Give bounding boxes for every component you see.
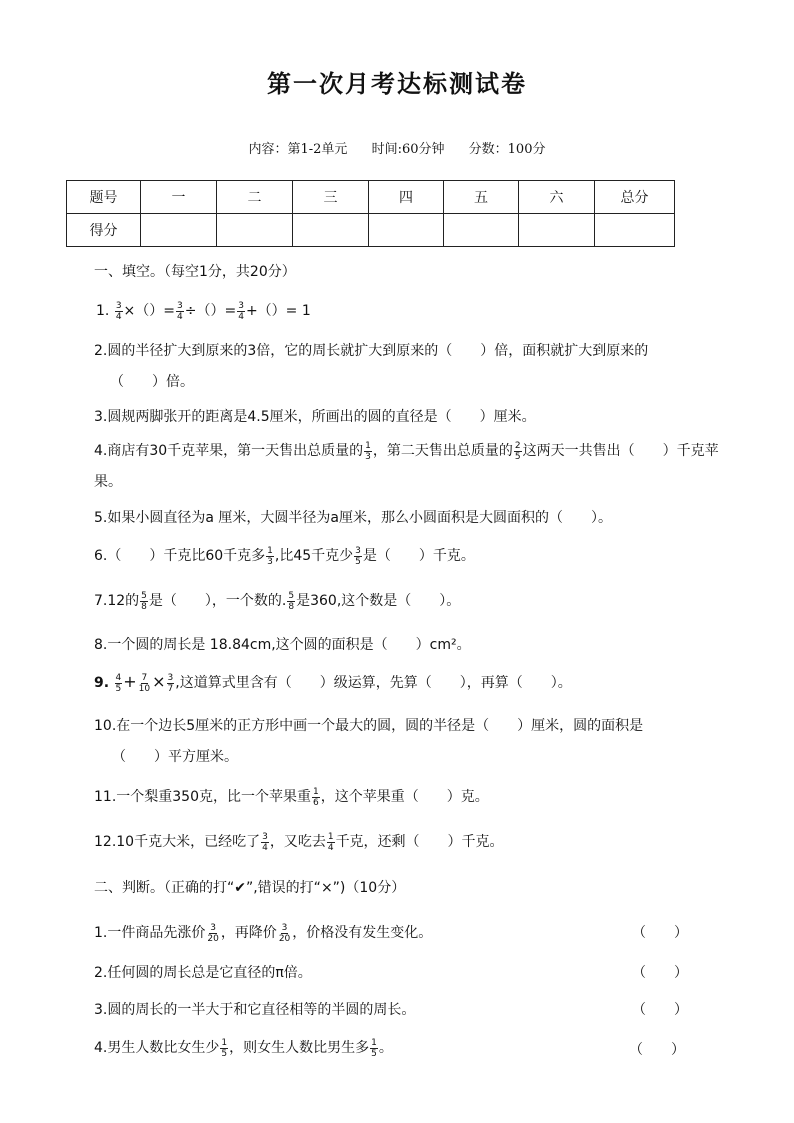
text: 是（ ），一个数的. <box>148 593 287 609</box>
text: ，又吃去 <box>269 834 326 850</box>
answer-blank[interactable]: （ ） <box>629 1042 685 1058</box>
score-cell[interactable] <box>519 214 595 247</box>
times-operator: × <box>152 672 166 691</box>
question-1-8: 8.一个圆的周长是 18.84cm,这个圆的面积是（ ）cm²。 <box>94 637 471 653</box>
text: ，第二天售出总质量的 <box>372 443 513 459</box>
question-1-6 <box>94 545 475 567</box>
score-table-score-row <box>67 214 675 247</box>
question-1-10-line2: （ ）平方厘米。 <box>112 749 238 765</box>
score-header-cell: 六 <box>519 181 595 214</box>
score-header-cell: 五 <box>444 181 519 214</box>
score-cell[interactable] <box>444 214 519 247</box>
section-1-heading: 一、填空。（每空1分，共20分） <box>94 264 296 280</box>
score-table-header-row <box>67 181 675 214</box>
question-1-11 <box>94 786 489 808</box>
fraction: $\frac{4}{5}$ <box>115 672 122 694</box>
fraction: $\frac{3}{4}$ <box>262 831 268 853</box>
meta-time: 时间:60分钟 <box>371 142 445 157</box>
score-header-cell: 四 <box>369 181 444 214</box>
fraction: $\frac{3}{4}$ <box>177 300 183 322</box>
question-1-7 <box>94 590 460 612</box>
score-cell[interactable] <box>293 214 369 247</box>
fraction: $\frac{1}{5}$ <box>221 1037 228 1059</box>
text: ，再降价 <box>220 925 277 941</box>
text: 是（ ）千克。 <box>362 548 475 564</box>
fraction: $\frac{1}{4}$ <box>327 831 334 853</box>
question-1-9 <box>94 672 572 694</box>
fraction: $\frac{1}{5}$ <box>371 1037 377 1059</box>
meta-content: 内容：第1-2单元 <box>248 142 348 157</box>
fraction: $\frac{3}{4}$ <box>238 300 244 322</box>
score-cell[interactable] <box>595 214 675 247</box>
question-1-5: 5.如果小圆直径为a 厘米，大圆半径为a厘米，那么小圆面积是大圆面积的（ ）。 <box>94 510 612 526</box>
fraction: $\frac{3}{20}$ <box>207 922 219 944</box>
text: ,比45千克少 <box>274 548 354 564</box>
text: 这两天一共售出（ ）千克苹 <box>522 443 719 459</box>
question-1-2-line2: （ ）倍。 <box>110 374 194 390</box>
text: 1.一件商品先涨价 <box>94 925 206 941</box>
score-header-cell: 二 <box>217 181 293 214</box>
question-number: 9. <box>94 675 110 691</box>
text: 是360,这个数是（ ）。 <box>296 593 461 609</box>
score-cell[interactable] <box>141 214 217 247</box>
text: 。 <box>378 1040 393 1056</box>
question-2-3: 3.圆的周长的一半大于和它直径相等的半圆的周长。 <box>94 1002 416 1018</box>
fraction: $\frac{1}{6}$ <box>313 786 319 808</box>
text: 12.10千克大米，已经吃了 <box>94 834 261 850</box>
fraction: $\frac{3}{20}$ <box>278 922 291 944</box>
exam-meta <box>0 138 794 157</box>
text: ÷（）= <box>184 303 237 319</box>
fraction: $\frac{7}{10}$ <box>138 672 151 694</box>
plus-operator: + <box>123 672 137 691</box>
text: ,这道算式里含有（ ）级运算，先算（ ），再算（ ）。 <box>175 675 572 691</box>
score-header-cell: 题号 <box>67 181 141 214</box>
score-table <box>66 180 675 247</box>
section-2-heading: 二、判断。（正确的打“✔”,错误的打“×”)（10分） <box>94 880 406 896</box>
text: ，这个苹果重（ ）克。 <box>320 789 489 805</box>
text: 千克，还剩（ ）千克。 <box>335 834 504 850</box>
text: 4.男生人数比女生少 <box>94 1040 220 1056</box>
text: +（）= 1 <box>245 303 311 319</box>
answer-blank[interactable]: （ ） <box>632 925 688 941</box>
question-1-12 <box>94 831 504 853</box>
question-1-4-line2: 果。 <box>94 474 122 490</box>
fraction: $\frac{1}{3}$ <box>365 440 371 462</box>
question-2-4 <box>94 1037 393 1059</box>
fraction: $\frac{5}{8}$ <box>288 590 295 612</box>
score-cell[interactable] <box>217 214 293 247</box>
meta-score: 分数：100分 <box>468 142 546 157</box>
fraction: $\frac{2}{5}$ <box>514 440 521 462</box>
fraction: $\frac{3}{4}$ <box>115 300 122 322</box>
score-cell[interactable] <box>369 214 444 247</box>
question-number: 1. <box>96 303 110 319</box>
text: 11.一个梨重350克，比一个苹果重 <box>94 789 311 805</box>
text: ×（）= <box>123 303 176 319</box>
answer-blank[interactable]: （ ） <box>632 1002 688 1018</box>
score-row-label: 得分 <box>67 214 141 247</box>
question-1-3: 3.圆规两脚张开的距离是4.5厘米，所画出的圆的直径是（ ）厘米。 <box>94 409 536 425</box>
text: 4.商店有30千克苹果，第一天售出总质量的 <box>94 443 364 459</box>
fraction: $\frac{3}{5}$ <box>355 545 361 567</box>
fraction: $\frac{1}{3}$ <box>267 545 273 567</box>
question-2-1 <box>94 922 432 944</box>
page-title: 第一次月考达标测试卷 <box>267 69 527 98</box>
score-header-cell: 总分 <box>595 181 675 214</box>
text: 7.12的 <box>94 593 140 609</box>
score-header-cell: 一 <box>141 181 217 214</box>
question-1-2-line1: 2.圆的半径扩大到原来的3倍，它的周长就扩大到原来的（ ）倍，面积就扩大到原来的 <box>94 343 649 359</box>
answer-blank[interactable]: （ ） <box>632 965 688 981</box>
question-1-4-line1 <box>94 440 719 462</box>
question-2-2: 2.任何圆的周长总是它直径的π倍。 <box>94 965 312 981</box>
text: ，价格没有发生变化。 <box>292 925 433 941</box>
question-1-10-line1: 10.在一个边长5厘米的正方形中画一个最大的圆，圆的半径是（ ）厘米，圆的面积是 <box>94 718 644 734</box>
text: ，则女生人数比男生多 <box>229 1040 370 1056</box>
fraction: $\frac{3}{7}$ <box>167 672 174 694</box>
question-1-1 <box>96 300 311 322</box>
fraction: $\frac{5}{8}$ <box>141 590 147 612</box>
score-header-cell: 三 <box>293 181 369 214</box>
text: 6.（ ）千克比60千克多 <box>94 548 266 564</box>
